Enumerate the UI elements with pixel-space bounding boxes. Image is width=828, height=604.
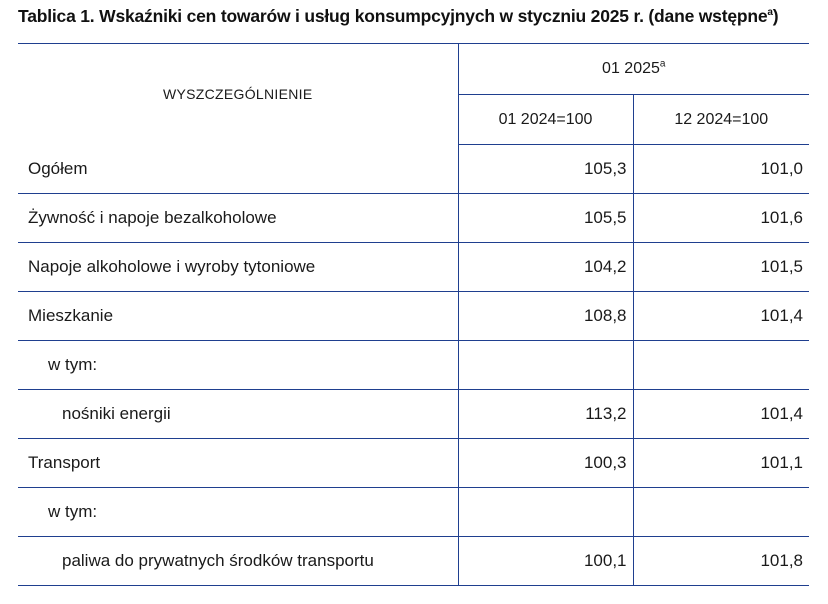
value-year-on-year: 100,1 (458, 537, 633, 586)
table-row (18, 537, 809, 586)
table-row (18, 341, 809, 390)
value-month-on-month: 101,4 (633, 292, 809, 341)
value-month-on-month: 101,0 (633, 145, 809, 194)
value-year-on-year: 105,5 (458, 194, 633, 243)
value-month-on-month: 101,4 (633, 390, 809, 439)
price-index-table (18, 43, 809, 586)
table-row (18, 488, 809, 537)
column-header-year-on-year: 01 2024=100 (458, 95, 633, 145)
table-caption (18, 6, 778, 27)
row-label: Transport (18, 439, 458, 488)
table-row (18, 390, 809, 439)
value-year-on-year (458, 488, 633, 537)
row-label: Mieszkanie (18, 292, 458, 341)
table-body (18, 145, 809, 586)
value-year-on-year (458, 341, 633, 390)
value-month-on-month: 101,1 (633, 439, 809, 488)
column-group-header-period (458, 44, 809, 95)
column-group-footnote-mark: a (659, 58, 666, 70)
value-year-on-year: 108,8 (458, 292, 633, 341)
row-label: Żywność i napoje bezalkoholowe (18, 194, 458, 243)
table-row (18, 292, 809, 341)
value-month-on-month: 101,6 (633, 194, 809, 243)
value-month-on-month: 101,5 (633, 243, 809, 292)
table-caption-text: Tablica 1. Wskaźniki cen towarów i usług konsumpcyjnych w styczniu 2025 r. (dane wstępne (18, 6, 768, 26)
value-month-on-month (633, 341, 809, 390)
value-year-on-year: 104,2 (458, 243, 633, 292)
column-header-specification: WYSZCZEGÓLNIENIE (18, 44, 458, 145)
table-row (18, 243, 809, 292)
value-month-on-month: 101,8 (633, 537, 809, 586)
table-header-row-group (18, 44, 809, 95)
row-label: paliwa do prywatnych środków transportu (18, 537, 458, 586)
table-row (18, 145, 809, 194)
value-year-on-year: 105,3 (458, 145, 633, 194)
row-label: w tym: (18, 488, 458, 537)
value-year-on-year: 113,2 (458, 390, 633, 439)
row-label: w tym: (18, 341, 458, 390)
column-group-header-text: 01 2025 (602, 60, 660, 77)
table-caption-close: ) (772, 6, 779, 26)
table-row (18, 439, 809, 488)
row-label: Napoje alkoholowe i wyroby tytoniowe (18, 243, 458, 292)
column-header-month-on-month: 12 2024=100 (633, 95, 809, 145)
value-year-on-year: 100,3 (458, 439, 633, 488)
table-row (18, 194, 809, 243)
row-label: Ogółem (18, 145, 458, 194)
table-header (18, 44, 809, 145)
row-label: nośniki energii (18, 390, 458, 439)
value-month-on-month (633, 488, 809, 537)
table-caption-footnote-mark: a (767, 7, 773, 19)
